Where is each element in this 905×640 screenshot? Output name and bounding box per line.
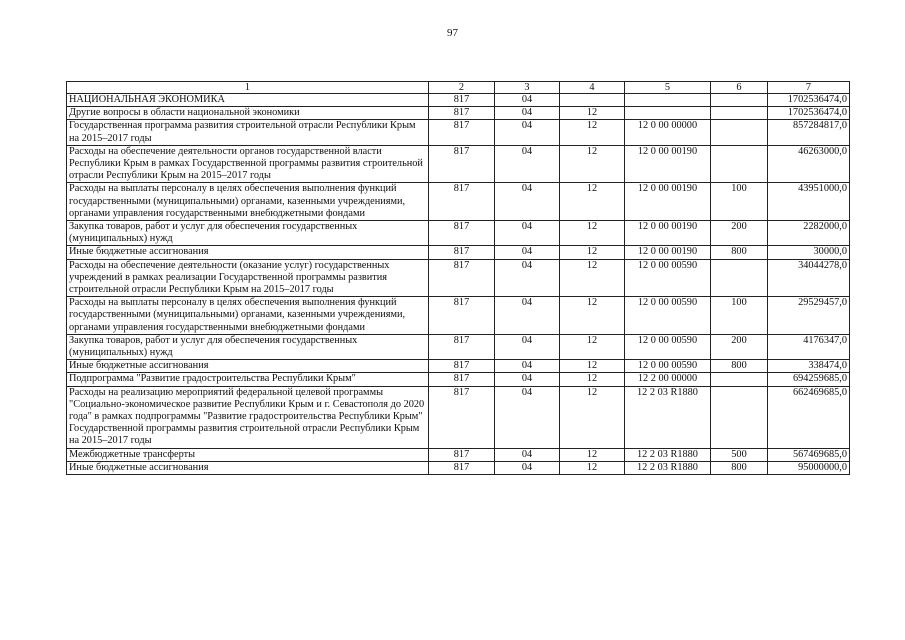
code-column-4-cell: 12 <box>560 221 625 246</box>
row-name-cell: Расходы на выплаты персоналу в целях обеспечения выполнения функций государственными (муниципальными) органами, казенными учреждениями, органами управления государственными внебюджетными фондами <box>67 297 429 335</box>
row-name-cell: Расходы на выплаты персоналу в целях обеспечения выполнения функций государственными (муниципальными) органами, казенными учреждениями, органами управления государственными внебюджетными фондами <box>67 183 429 221</box>
code-column-4-cell: 12 <box>560 145 625 183</box>
code-column-2-cell: 817 <box>429 448 495 461</box>
table-row <box>67 107 850 120</box>
amount-cell: 857284817,0 <box>768 120 850 145</box>
code-column-6-cell <box>711 373 768 386</box>
code-column-6-cell: 500 <box>711 448 768 461</box>
row-name-cell: НАЦИОНАЛЬНАЯ ЭКОНОМИКА <box>67 94 429 107</box>
code-column-4-cell: 12 <box>560 461 625 474</box>
code-column-2-cell: 817 <box>429 334 495 359</box>
code-column-5-cell: 12 0 00 00190 <box>625 221 711 246</box>
code-column-6-cell: 800 <box>711 461 768 474</box>
code-column-6-cell: 100 <box>711 297 768 335</box>
code-column-5-cell: 12 0 00 00590 <box>625 259 711 297</box>
code-column-3-cell: 04 <box>495 297 560 335</box>
table-row <box>67 246 850 259</box>
page-number: 97 <box>447 27 458 39</box>
code-column-4-cell: 12 <box>560 120 625 145</box>
code-column-5-cell: 12 0 00 00590 <box>625 360 711 373</box>
code-column-5-cell: 12 0 00 00000 <box>625 120 711 145</box>
code-column-6-cell <box>711 386 768 448</box>
table-row <box>67 120 850 145</box>
code-column-2-cell: 817 <box>429 183 495 221</box>
row-name-cell: Государственная программа развития строительной отрасли Республики Крым на 2015–2017 годы <box>67 120 429 145</box>
code-column-4-cell: 12 <box>560 448 625 461</box>
table-row <box>67 461 850 474</box>
table-header-row <box>67 82 850 94</box>
amount-cell: 43951000,0 <box>768 183 850 221</box>
column-header: 7 <box>768 82 850 94</box>
code-column-3-cell: 04 <box>495 386 560 448</box>
code-column-6-cell: 100 <box>711 183 768 221</box>
table-row <box>67 448 850 461</box>
table-row <box>67 334 850 359</box>
code-column-6-cell <box>711 145 768 183</box>
row-name-cell: Закупка товаров, работ и услуг для обеспечения государственных (муниципальных) нужд <box>67 334 429 359</box>
row-name-cell: Закупка товаров, работ и услуг для обеспечения государственных (муниципальных) нужд <box>67 221 429 246</box>
row-name-cell: Иные бюджетные ассигнования <box>67 246 429 259</box>
table-row <box>67 221 850 246</box>
code-column-3-cell: 04 <box>495 221 560 246</box>
code-column-6-cell <box>711 120 768 145</box>
code-column-5-cell <box>625 107 711 120</box>
code-column-2-cell: 817 <box>429 297 495 335</box>
code-column-4-cell: 12 <box>560 297 625 335</box>
amount-cell: 1702536474,0 <box>768 107 850 120</box>
code-column-2-cell: 817 <box>429 107 495 120</box>
amount-cell: 1702536474,0 <box>768 94 850 107</box>
code-column-2-cell: 817 <box>429 360 495 373</box>
row-name-cell: Расходы на обеспечение деятельности органов государственной власти Республики Крым в рамках Государственной программы развития строительной отрасли Республики Крым на 2015–2017 годы <box>67 145 429 183</box>
row-name-cell: Подпрограмма "Развитие градостроительства Республики Крым" <box>67 373 429 386</box>
code-column-2-cell: 817 <box>429 386 495 448</box>
column-header: 5 <box>625 82 711 94</box>
code-column-6-cell: 200 <box>711 221 768 246</box>
code-column-3-cell: 04 <box>495 246 560 259</box>
row-name-cell: Иные бюджетные ассигнования <box>67 461 429 474</box>
code-column-3-cell: 04 <box>495 107 560 120</box>
code-column-2-cell: 817 <box>429 373 495 386</box>
code-column-5-cell: 12 2 00 00000 <box>625 373 711 386</box>
code-column-5-cell: 12 0 00 00190 <box>625 183 711 221</box>
code-column-3-cell: 04 <box>495 461 560 474</box>
code-column-4-cell: 12 <box>560 373 625 386</box>
table-row <box>67 360 850 373</box>
code-column-2-cell: 817 <box>429 246 495 259</box>
amount-cell: 662469685,0 <box>768 386 850 448</box>
code-column-2-cell: 817 <box>429 120 495 145</box>
code-column-4-cell: 12 <box>560 334 625 359</box>
code-column-4-cell: 12 <box>560 259 625 297</box>
row-name-cell: Иные бюджетные ассигнования <box>67 360 429 373</box>
column-header: 1 <box>67 82 429 94</box>
code-column-2-cell: 817 <box>429 461 495 474</box>
amount-cell: 29529457,0 <box>768 297 850 335</box>
table-row <box>67 259 850 297</box>
table-row <box>67 373 850 386</box>
code-column-5-cell: 12 2 03 R1880 <box>625 448 711 461</box>
row-name-cell: Межбюджетные трансферты <box>67 448 429 461</box>
code-column-2-cell: 817 <box>429 145 495 183</box>
code-column-4-cell: 12 <box>560 107 625 120</box>
code-column-5-cell: 12 0 00 00590 <box>625 334 711 359</box>
column-header: 6 <box>711 82 768 94</box>
column-header: 4 <box>560 82 625 94</box>
budget-table <box>66 81 850 475</box>
column-header: 2 <box>429 82 495 94</box>
code-column-3-cell: 04 <box>495 145 560 183</box>
code-column-3-cell: 04 <box>495 334 560 359</box>
code-column-4-cell: 12 <box>560 246 625 259</box>
code-column-3-cell: 04 <box>495 120 560 145</box>
amount-cell: 338474,0 <box>768 360 850 373</box>
code-column-5-cell: 12 2 03 R1880 <box>625 386 711 448</box>
code-column-6-cell <box>711 107 768 120</box>
table-row <box>67 386 850 448</box>
table-row <box>67 183 850 221</box>
table-row <box>67 94 850 107</box>
code-column-2-cell: 817 <box>429 221 495 246</box>
row-name-cell: Расходы на обеспечение деятельности (оказание услуг) государственных учреждений в рамках реализации Государственной программы развития строительной отрасли Республики Крым на 2015–2017 годы <box>67 259 429 297</box>
table-row <box>67 297 850 335</box>
code-column-2-cell: 817 <box>429 259 495 297</box>
code-column-6-cell: 800 <box>711 360 768 373</box>
code-column-6-cell: 800 <box>711 246 768 259</box>
column-header: 3 <box>495 82 560 94</box>
amount-cell: 46263000,0 <box>768 145 850 183</box>
table-body <box>67 94 850 475</box>
code-column-5-cell: 12 0 00 00590 <box>625 297 711 335</box>
code-column-5-cell: 12 0 00 00190 <box>625 145 711 183</box>
code-column-3-cell: 04 <box>495 94 560 107</box>
code-column-6-cell <box>711 259 768 297</box>
code-column-5-cell: 12 2 03 R1880 <box>625 461 711 474</box>
code-column-4-cell: 12 <box>560 183 625 221</box>
code-column-2-cell: 817 <box>429 94 495 107</box>
amount-cell: 30000,0 <box>768 246 850 259</box>
amount-cell: 2282000,0 <box>768 221 850 246</box>
amount-cell: 567469685,0 <box>768 448 850 461</box>
amount-cell: 4176347,0 <box>768 334 850 359</box>
code-column-3-cell: 04 <box>495 360 560 373</box>
amount-cell: 34044278,0 <box>768 259 850 297</box>
code-column-4-cell <box>560 94 625 107</box>
row-name-cell: Расходы на реализацию мероприятий федеральной целевой программы "Социально-экономическое развитие Республики Крым и г. Севастополя до 2020 года" в рамках подпрограммы "Развитие градостроительства Республики Крым" Государственной программы развития строительной отрасли Республики Крым на 2015–2017 годы <box>67 386 429 448</box>
code-column-4-cell: 12 <box>560 360 625 373</box>
code-column-3-cell: 04 <box>495 259 560 297</box>
code-column-3-cell: 04 <box>495 183 560 221</box>
row-name-cell: Другие вопросы в области национальной экономики <box>67 107 429 120</box>
code-column-6-cell <box>711 94 768 107</box>
code-column-4-cell: 12 <box>560 386 625 448</box>
code-column-3-cell: 04 <box>495 373 560 386</box>
code-column-6-cell: 200 <box>711 334 768 359</box>
amount-cell: 95000000,0 <box>768 461 850 474</box>
table-row <box>67 145 850 183</box>
code-column-5-cell: 12 0 00 00190 <box>625 246 711 259</box>
code-column-5-cell <box>625 94 711 107</box>
amount-cell: 694259685,0 <box>768 373 850 386</box>
code-column-3-cell: 04 <box>495 448 560 461</box>
